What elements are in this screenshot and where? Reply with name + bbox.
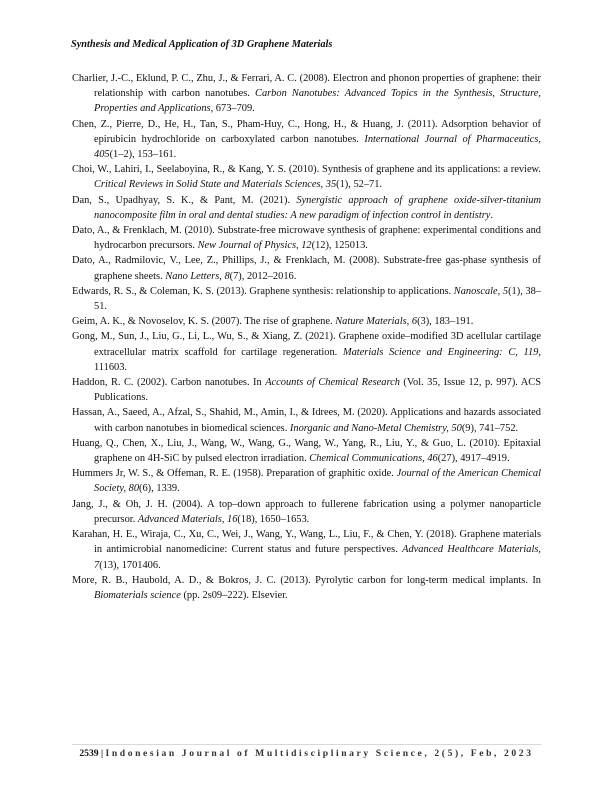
reference-volume: , 6: [406, 316, 418, 328]
reference-volume: , 119: [515, 346, 539, 358]
reference-entry: [72, 436, 541, 466]
reference-entry: [72, 527, 541, 573]
reference-entry: [72, 162, 541, 192]
reference-text: Hassan, A., Saeed, A., Afzal, S., Shahid, M., Amin, I., & Idrees, M. (2020). Applications and hazards associated with carbon nanotubes in biomedical sciences.: [72, 407, 541, 434]
reference-entry: [72, 117, 541, 163]
reference-entry: [72, 329, 541, 375]
reference-volume: , 405: [94, 133, 541, 161]
reference-list: [72, 71, 541, 603]
reference-source-title: Inorganic and Nano-Metal Chemistry: [289, 422, 447, 434]
reference-pages: (1), 52–71.: [336, 179, 383, 191]
reference-pages: .: [490, 209, 493, 221]
reference-source-title: International Journal of Pharmaceutics: [364, 133, 539, 145]
reference-pages: (12), 125013.: [311, 240, 368, 252]
reference-pages: (27), 4917–4919.: [437, 453, 510, 465]
reference-text: Choi, W., Lahiri, I., Seelaboyina, R., & Kang, Y. S. (2010). Synthesis of graphene and its applications: a review.: [72, 164, 541, 176]
reference-source-title: Synergistic approach of graphene oxide-silver-titanium nanocomposite film in oral and dental studies: A new paradigm of infection control in dentistry: [94, 194, 541, 221]
reference-entry: [72, 466, 541, 496]
reference-source-title: Accounts of Chemical Research: [265, 377, 400, 389]
reference-text: Dan, S., Upadhyay, S. K., & Pant, M. (2021).: [72, 194, 297, 206]
reference-volume: , 8: [219, 270, 230, 282]
reference-entry: [72, 193, 541, 223]
journal-citation: Indonesian Journal of Multidisciplinary Science, 2(5), Feb, 2023: [105, 748, 534, 759]
reference-pages: (1–2), 153–161.: [109, 149, 177, 161]
reference-text: Dato, A., Radmilovic, V., Lee, Z., Phillips, J., & Frenklach, M. (2008). Substrate-free gas-phase synthesis of graphene sheets.: [72, 255, 541, 282]
reference-source-title: Carbon Nanotubes: Advanced Topics in the Synthesis, Structure, Properties and Applications: [94, 88, 541, 115]
reference-pages: (18), 1650–1653.: [237, 513, 310, 525]
reference-text: Chen, Z., Pierre, D., He, H., Tan, S., Pham-Huy, C., Hong, H., & Huang, J. (2011). Adsorption behavior of epirubicin hydrochloride on carboxylated carbon nanotubes.: [72, 118, 541, 145]
reference-pages: , 673–709.: [210, 103, 255, 115]
running-header: Synthesis and Medical Application of 3D Graphene Materials: [71, 39, 333, 50]
footer-separator: |: [98, 748, 106, 759]
reference-entry: [72, 223, 541, 253]
reference-entry: [72, 573, 541, 603]
reference-pages: (1), 38–51.: [94, 285, 541, 313]
reference-pages: (6), 1339.: [139, 483, 180, 495]
reference-text: Geim, A. K., & Novoselov, K. S. (2007). The rise of graphene.: [72, 316, 336, 328]
reference-volume: , 16: [221, 513, 238, 525]
reference-text: Edwards, R. S., & Coleman, K. S. (2013). Graphene synthesis: relationship to applications.: [72, 285, 454, 297]
reference-entry: [72, 284, 541, 314]
reference-entry: [72, 253, 541, 283]
reference-text: More, R. B., Haubold, A. D., & Bokros, J. C. (2013). Pyrolytic carbon for long-term medical implants. In: [72, 574, 541, 586]
reference-text: Karahan, H. E., Wiraja, C., Xu, C., Wei, J., Wang, Y., Wang, L., Liu, F., & Chen, Y. (2018). Graphene materials in antimicrobial nanomedicine: Current status and future perspectives.: [72, 529, 541, 556]
reference-source-title: Nano Letters: [165, 270, 220, 282]
reference-source-title: Biomaterials science: [94, 589, 181, 601]
reference-source-title: Nature Materials: [335, 316, 407, 328]
reference-source-title: Advanced Materials: [137, 513, 222, 525]
reference-source-title: Nanoscale: [453, 285, 498, 297]
reference-pages: , 111603.: [94, 346, 541, 373]
reference-entry: [72, 405, 541, 435]
reference-pages: (Vol. 35, Issue 12, p. 997). ACS Publications.: [94, 377, 541, 404]
reference-pages: (pp. 2s09–222). Elsevier.: [180, 589, 288, 601]
reference-pages: (3), 183–191.: [417, 316, 474, 328]
reference-entry: [72, 375, 541, 405]
reference-entry: [72, 314, 541, 329]
reference-source-title: Materials Science and Engineering: C: [342, 346, 516, 358]
reference-entry: [72, 497, 541, 527]
reference-text: Gong, M., Sun, J., Liu, G., Li, L., Wu, S., & Xiang, Z. (2021). Graphene oxide–modified 3D acellular cartilage extracellular matrix scaffold for cartilage regeneration.: [72, 331, 541, 358]
reference-source-title: Chemical Communications: [309, 453, 423, 465]
reference-volume: , 7: [94, 544, 541, 571]
reference-source-title: Journal of the American Chemical Society: [94, 468, 541, 495]
reference-source-title: New Journal of Physics: [197, 240, 297, 252]
page-footer: [72, 744, 541, 760]
reference-source-title: Advanced Healthcare Materials: [402, 544, 539, 556]
reference-volume: , 80: [123, 483, 140, 495]
reference-pages: (7), 2012–2016.: [229, 270, 297, 282]
reference-volume: , 35: [320, 179, 337, 191]
reference-text: Haddon, R. C. (2002). Carbon nanotubes. In: [72, 377, 266, 389]
reference-volume: , 46: [422, 453, 438, 465]
reference-text: Charlier, J.-C., Eklund, P. C., Zhu, J., & Ferrari, A. C. (2008). Electron and phonon properties of graphene: their relationship with carbon nanotubes.: [72, 73, 541, 100]
reference-entry: [72, 71, 541, 117]
reference-text: Dato, A., & Frenklach, M. (2010). Substrate-free microwave synthesis of graphene: experimental conditions and hydrocarbon precursors.: [72, 225, 541, 252]
reference-pages: (9), 741–752.: [461, 422, 519, 434]
reference-source-title: Critical Reviews in Solid State and Materials Sciences: [94, 179, 321, 191]
reference-volume: , 5: [497, 285, 509, 297]
reference-text: Huang, Q., Chen, X., Liu, J., Wang, W., Wang, G., Wang, W., Yang, R., Liu, Y., & Guo, L. (2010). Epitaxial graphene on 4H-SiC by pulsed electron irradiation.: [72, 437, 541, 465]
reference-volume: , 50: [446, 422, 462, 434]
page-number: 2539: [79, 748, 99, 759]
reference-text: Jang, J., & Oh, J. H. (2004). A top–down approach to fullerene fabrication using a polymer nanoparticle precursor.: [72, 498, 541, 525]
reference-pages: (13), 1701406.: [99, 559, 161, 571]
reference-text: Hummers Jr, W. S., & Offeman, R. E. (1958). Preparation of graphitic oxide.: [72, 468, 397, 480]
reference-volume: , 12: [296, 240, 312, 252]
